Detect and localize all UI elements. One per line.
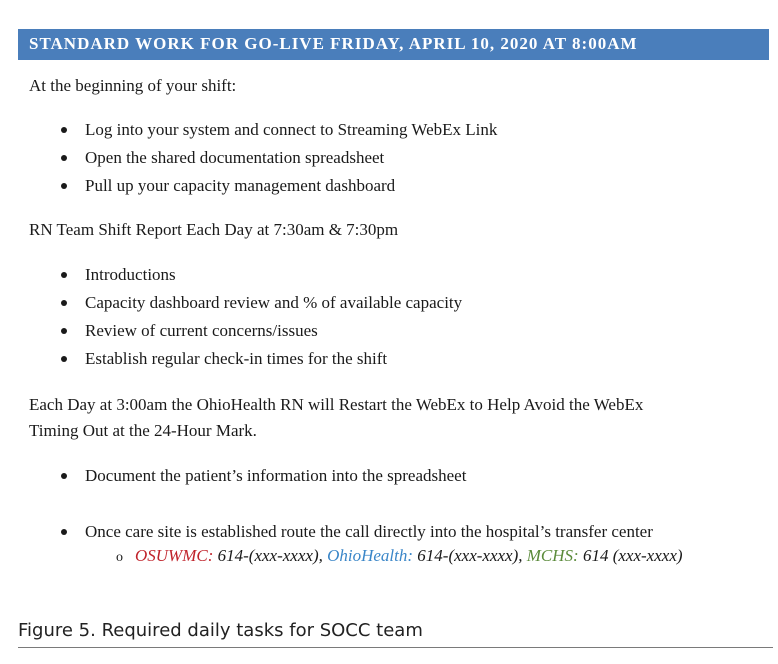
list-item [61,290,462,318]
section2-list [61,262,462,374]
list-item [61,519,653,547]
list-item-text: Log into your system and connect to Streaming WebEx Link [85,120,498,139]
divider [18,647,773,648]
list-item-text: Introductions [85,265,176,284]
list-item [61,262,462,290]
bullet-icon [61,473,67,479]
list-item [61,117,497,145]
document-title: STANDARD WORK FOR GO-LIVE FRIDAY, APRIL 10, 2020 AT 8:00AM [29,34,638,53]
section1-intro: At the beginning of your shift: [29,76,237,95]
ohiohealth-number: 614-(xxx-xxxx), [413,546,527,565]
section3-list-a [61,463,466,491]
ohiohealth-label: OhioHealth: [327,546,414,565]
list-item-text: Document the patient’s information into the spreadsheet [85,466,467,485]
osu-number: 614-(xxx-xxxx), [213,546,328,565]
section2-intro: RN Team Shift Report Each Day at 7:30am & 7:30pm [29,220,399,239]
bullet-icon [61,155,67,161]
list-item-text: Open the shared documentation spreadsheet [85,148,385,167]
bullet-icon [61,127,67,133]
list-item [61,463,466,491]
section1-list [61,117,497,201]
bullet-icon [61,356,67,362]
mchs-label: MCHS: [526,546,579,565]
list-item [61,145,497,173]
list-item-text: Once care site is established route the call directly into the hospital’s transfer center [85,522,653,541]
osu-label: OSUWMC: [135,546,214,565]
bullet-icon [61,272,67,278]
list-item [61,318,462,346]
section3-line2: Timing Out at the 24-Hour Mark. [29,421,257,440]
list-item-text: Pull up your capacity management dashboard [85,176,396,195]
mchs-number: 614 (xxx-xxxx) [578,546,683,565]
list-item [61,173,497,201]
bullet-icon [61,300,67,306]
bullet-icon [61,183,67,189]
transfer-numbers [116,546,683,566]
list-item-text: Establish regular check-in times for the shift [85,349,388,368]
bullet-icon [61,328,67,334]
section3-list-b [61,519,653,547]
bullet-icon [61,529,67,535]
section3-line1: Each Day at 3:00am the OhioHealth RN will Restart the WebEx to Help Avoid the WebEx [29,395,644,414]
list-item [61,346,462,374]
sub-bullet-icon: o [116,550,123,565]
figure-caption: Figure 5. Required daily tasks for SOCC team [18,620,423,641]
list-item-text: Capacity dashboard review and % of available capacity [85,293,463,312]
list-item-text: Review of current concerns/issues [85,321,318,340]
